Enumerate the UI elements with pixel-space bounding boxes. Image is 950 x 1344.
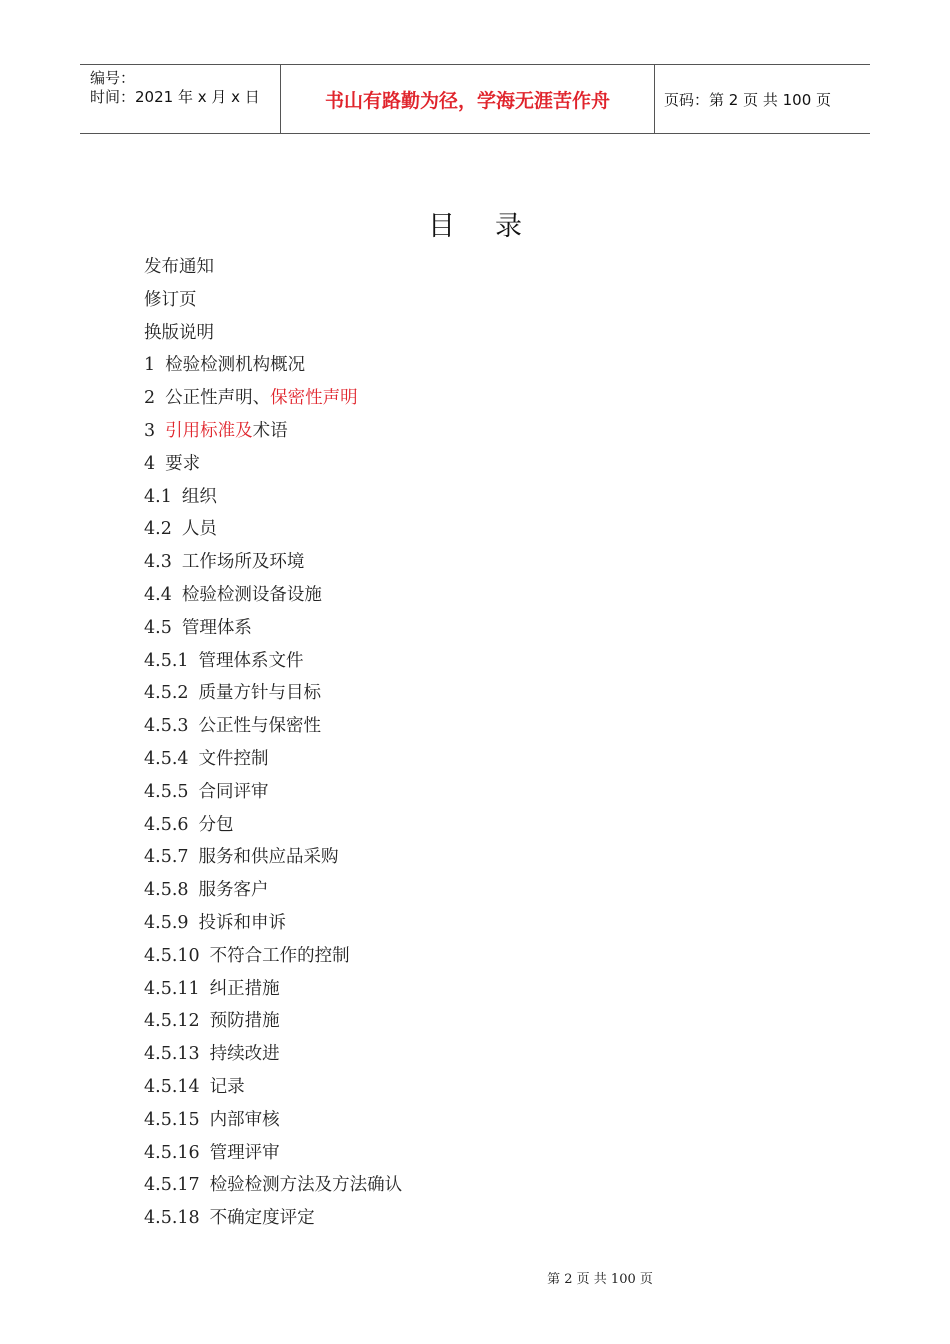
toc-entry-number: 4.5.10	[144, 945, 200, 966]
toc-entry-text: 公正性与保密性	[198, 716, 322, 737]
header-motto: 书山有路勤为径，学海无涯苦作舟	[324, 89, 610, 112]
toc-entry-text: 管理体系	[181, 617, 252, 638]
toc-entry-text: 检验检测机构概况	[165, 355, 306, 376]
toc-entry-text: 检验检测方法及方法确认	[209, 1175, 403, 1196]
toc-entry	[144, 841, 402, 874]
toc-entry-number: 4.5.4	[144, 748, 189, 769]
toc-entry	[144, 251, 402, 284]
toc-entry-text: 质量方针与目标	[198, 683, 322, 704]
toc-entry-text: 纠正措施	[209, 978, 280, 999]
toc-entry-text: 文件控制	[198, 748, 269, 769]
toc-entry-text: 分包	[198, 814, 234, 835]
toc-entry	[144, 579, 402, 612]
toc-entry-text: 公正性声明、	[165, 388, 271, 409]
toc-entry	[144, 481, 402, 514]
toc-entry-text: 组织	[181, 486, 217, 507]
toc-entry-number: 4.5.1	[144, 650, 189, 671]
toc-entry-text: 服务客户	[198, 880, 269, 901]
toc-entry-text: 修订页	[144, 289, 197, 310]
page-title: 目录	[428, 211, 562, 242]
toc-entry-number: 4	[144, 453, 156, 474]
toc-entry-number: 4.5.13	[144, 1044, 200, 1065]
toc-entry	[144, 874, 402, 907]
toc-entry-text: 记录	[209, 1076, 245, 1097]
toc-entry-text: 要求	[165, 453, 201, 474]
toc-entry	[144, 677, 402, 710]
toc-entry	[144, 973, 402, 1006]
toc-entry-highlight: 引用标准及	[165, 420, 253, 441]
toc-entry-number: 4.5.5	[144, 781, 189, 802]
toc-entry	[144, 448, 402, 481]
table-of-contents	[144, 251, 402, 1235]
toc-entry	[144, 907, 402, 940]
toc-entry	[144, 1104, 402, 1137]
toc-entry-text: 工作场所及环境	[181, 552, 305, 573]
toc-entry-text: 不确定度评定	[209, 1208, 315, 1229]
toc-entry	[144, 1071, 402, 1104]
toc-entry-text: 内部审核	[209, 1109, 280, 1130]
toc-entry	[144, 284, 402, 317]
time-label: 时间：2021 年 x 月 x 日	[90, 88, 260, 106]
toc-entry-number: 4.4	[144, 584, 172, 605]
toc-entry-number: 4.5.9	[144, 912, 189, 933]
toc-entry	[144, 1169, 402, 1202]
toc-entry-number: 4.5.14	[144, 1076, 200, 1097]
toc-entry-number: 4.5.3	[144, 716, 189, 737]
toc-entry-text: 换版说明	[144, 322, 214, 343]
toc-entry-number: 4.5.8	[144, 880, 189, 901]
toc-entry	[144, 1202, 402, 1235]
toc-entry-number: 4.5.16	[144, 1142, 200, 1163]
toc-entry-number: 4.5.17	[144, 1175, 200, 1196]
toc-entry	[144, 1005, 402, 1038]
toc-entry-number: 4.5.15	[144, 1109, 200, 1130]
toc-entry-highlight: 保密性声明	[270, 388, 358, 409]
toc-entry-number: 4.5	[144, 617, 172, 638]
toc-entry	[144, 349, 402, 382]
toc-entry	[144, 546, 402, 579]
toc-entry-number: 4.2	[144, 519, 172, 540]
toc-entry-text: 服务和供应品采购	[198, 847, 339, 868]
toc-entry-number: 1	[144, 355, 156, 376]
toc-entry-number: 2	[144, 388, 156, 409]
toc-entry-text: 预防措施	[209, 1011, 280, 1032]
toc-entry-number: 4.5.7	[144, 847, 189, 868]
toc-entry	[144, 940, 402, 973]
header-divider	[654, 65, 655, 133]
toc-entry-text: 管理体系文件	[198, 650, 304, 671]
toc-entry-number: 3	[144, 420, 156, 441]
header-meta	[80, 65, 280, 133]
toc-entry	[144, 776, 402, 809]
toc-entry-number: 4.3	[144, 552, 172, 573]
toc-entry-text: 持续改进	[209, 1044, 280, 1065]
toc-entry	[144, 317, 402, 350]
toc-entry	[144, 809, 402, 842]
toc-entry-text: 合同评审	[198, 781, 269, 802]
toc-entry	[144, 415, 402, 448]
toc-entry-text: 检验检测设备设施	[181, 584, 322, 605]
toc-entry-number: 4.5.12	[144, 1011, 200, 1032]
page-footer: 第 2 页 共 100 页	[547, 1272, 653, 1287]
toc-entry-number: 4.5.6	[144, 814, 189, 835]
toc-entry	[144, 710, 402, 743]
toc-entry	[144, 382, 402, 415]
toc-entry-text: 管理评审	[209, 1142, 280, 1163]
toc-entry-number: 4.5.11	[144, 978, 200, 999]
toc-entry	[144, 1137, 402, 1170]
toc-entry-text: 不符合工作的控制	[209, 945, 350, 966]
toc-entry	[144, 743, 402, 776]
header-page-label: 页码：第 2 页 共 100 页	[664, 90, 832, 109]
toc-entry-text: 投诉和申诉	[198, 912, 287, 933]
toc-entry	[144, 612, 402, 645]
toc-entry-number: 4.5.18	[144, 1208, 200, 1229]
toc-entry-text: 人员	[181, 519, 217, 540]
toc-entry-text: 发布通知	[144, 257, 214, 277]
toc-entry	[144, 1038, 402, 1071]
toc-entry-number: 4.1	[144, 486, 172, 507]
toc-entry-text-after: 术语	[252, 420, 288, 441]
toc-entry	[144, 645, 402, 678]
page-header	[80, 64, 870, 134]
toc-entry-number: 4.5.2	[144, 683, 189, 704]
toc-entry	[144, 513, 402, 546]
number-label: 编号：	[90, 69, 136, 87]
